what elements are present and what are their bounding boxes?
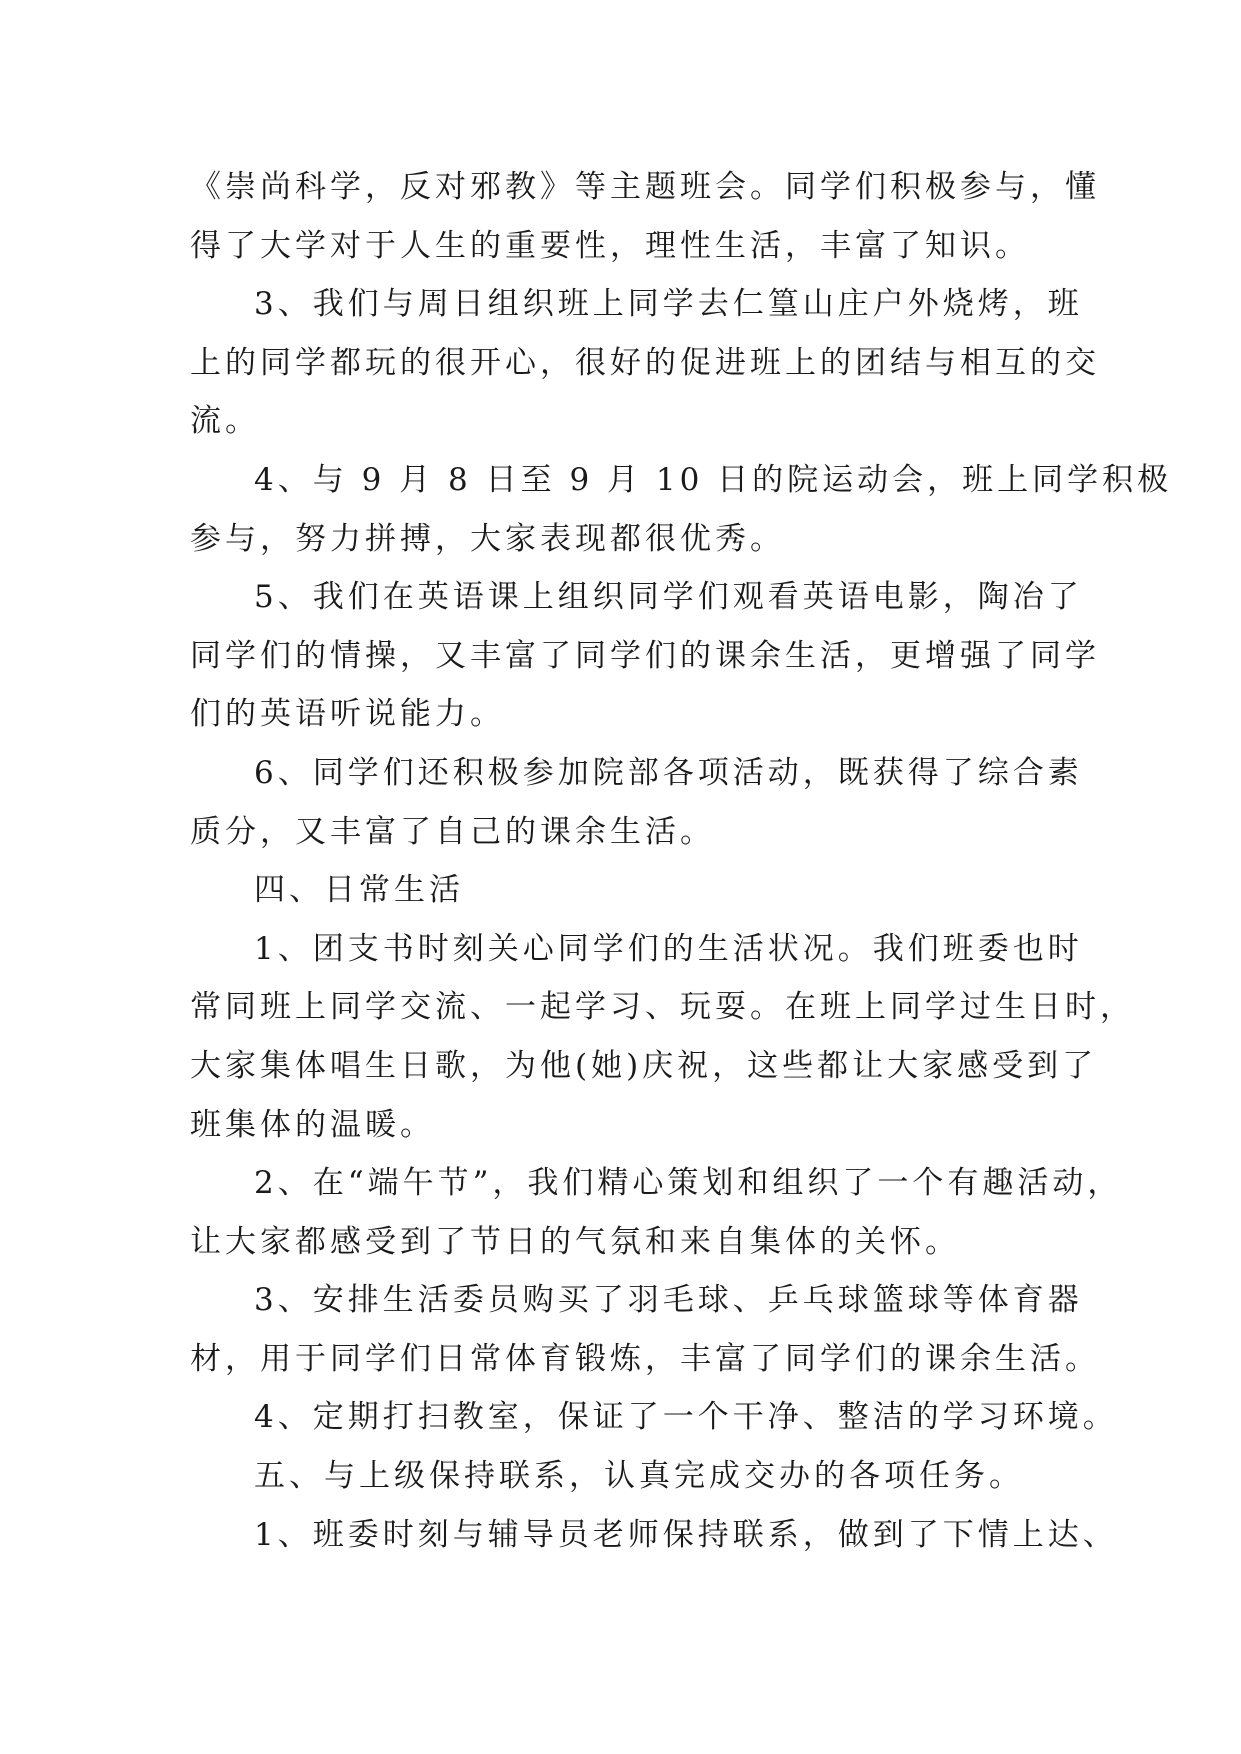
paragraph-start-line: 3、我们与周日组织班上同学去仁篁山庄户外烧烤，班 <box>254 286 1083 323</box>
paragraph-start-line: 1、班委时刻与辅导员老师保持联系，做到了下情上达、 <box>254 1516 1118 1553</box>
text-line: 《崇尚科学，反对邪教》等主题班会。同学们积极参与，懂 <box>190 169 1100 205</box>
text-line: 上的同学都玩的很开心，很好的促进班上的团结与相互的交 <box>190 344 1100 381</box>
text-line: 常同班上同学交流、一起学习、玩耍。在班上同学过生日时， <box>190 989 1135 1026</box>
paragraph-start-line: 6、同学们还积极参加院部各项活动，既获得了综合素 <box>254 754 1083 791</box>
text-line: 同学们的情操，又丰富了同学们的课余生活，更增强了同学 <box>190 637 1100 674</box>
paragraph-start-line: 4、与 9 月 8 日至 9 月 10 日的院运动会，班上同学积极 <box>254 461 1173 498</box>
paragraph-start-line: 3、安排生活委员购买了羽毛球、乒乓球篮球等体育器 <box>254 1282 1083 1319</box>
text-line: 班集体的温暖。 <box>190 1106 435 1143</box>
text-line: 让大家都感受到了节日的气氛和来自集体的关怀。 <box>190 1223 960 1260</box>
text-line: 得了大学对于人生的重要性，理性生活，丰富了知识。 <box>190 227 1030 264</box>
section-heading: 四、日常生活 <box>254 872 464 909</box>
text-line: 们的英语听说能力。 <box>190 696 505 733</box>
text-line: 大家集体唱生日歌，为他(她)庆祝，这些都让大家感受到了 <box>190 1047 1098 1084</box>
text-line: 材，用于同学们日常体育锻炼，丰富了同学们的课余生活。 <box>190 1340 1100 1377</box>
paragraph-start-line: 1、团支书时刻关心同学们的生活状况。我们班委也时 <box>254 930 1083 967</box>
paragraph-start-line: 5、我们在英语课上组织同学们观看英语电影，陶冶了 <box>254 579 1083 616</box>
text-line: 参与，努力拼搏，大家表现都很优秀。 <box>190 520 785 557</box>
paragraph-start-line: 2、在“端午节”，我们精心策划和组织了一个有趣活动， <box>254 1165 1123 1202</box>
section-heading: 五、与上级保持联系，认真完成交办的各项任务。 <box>254 1458 1024 1495</box>
paragraph-start-line: 4、定期打扫教室，保证了一个干净、整洁的学习环境。 <box>254 1399 1118 1436</box>
document-body <box>190 158 1173 1564</box>
text-line: 质分，又丰富了自己的课余生活。 <box>190 813 715 850</box>
text-line: 流。 <box>190 403 260 440</box>
